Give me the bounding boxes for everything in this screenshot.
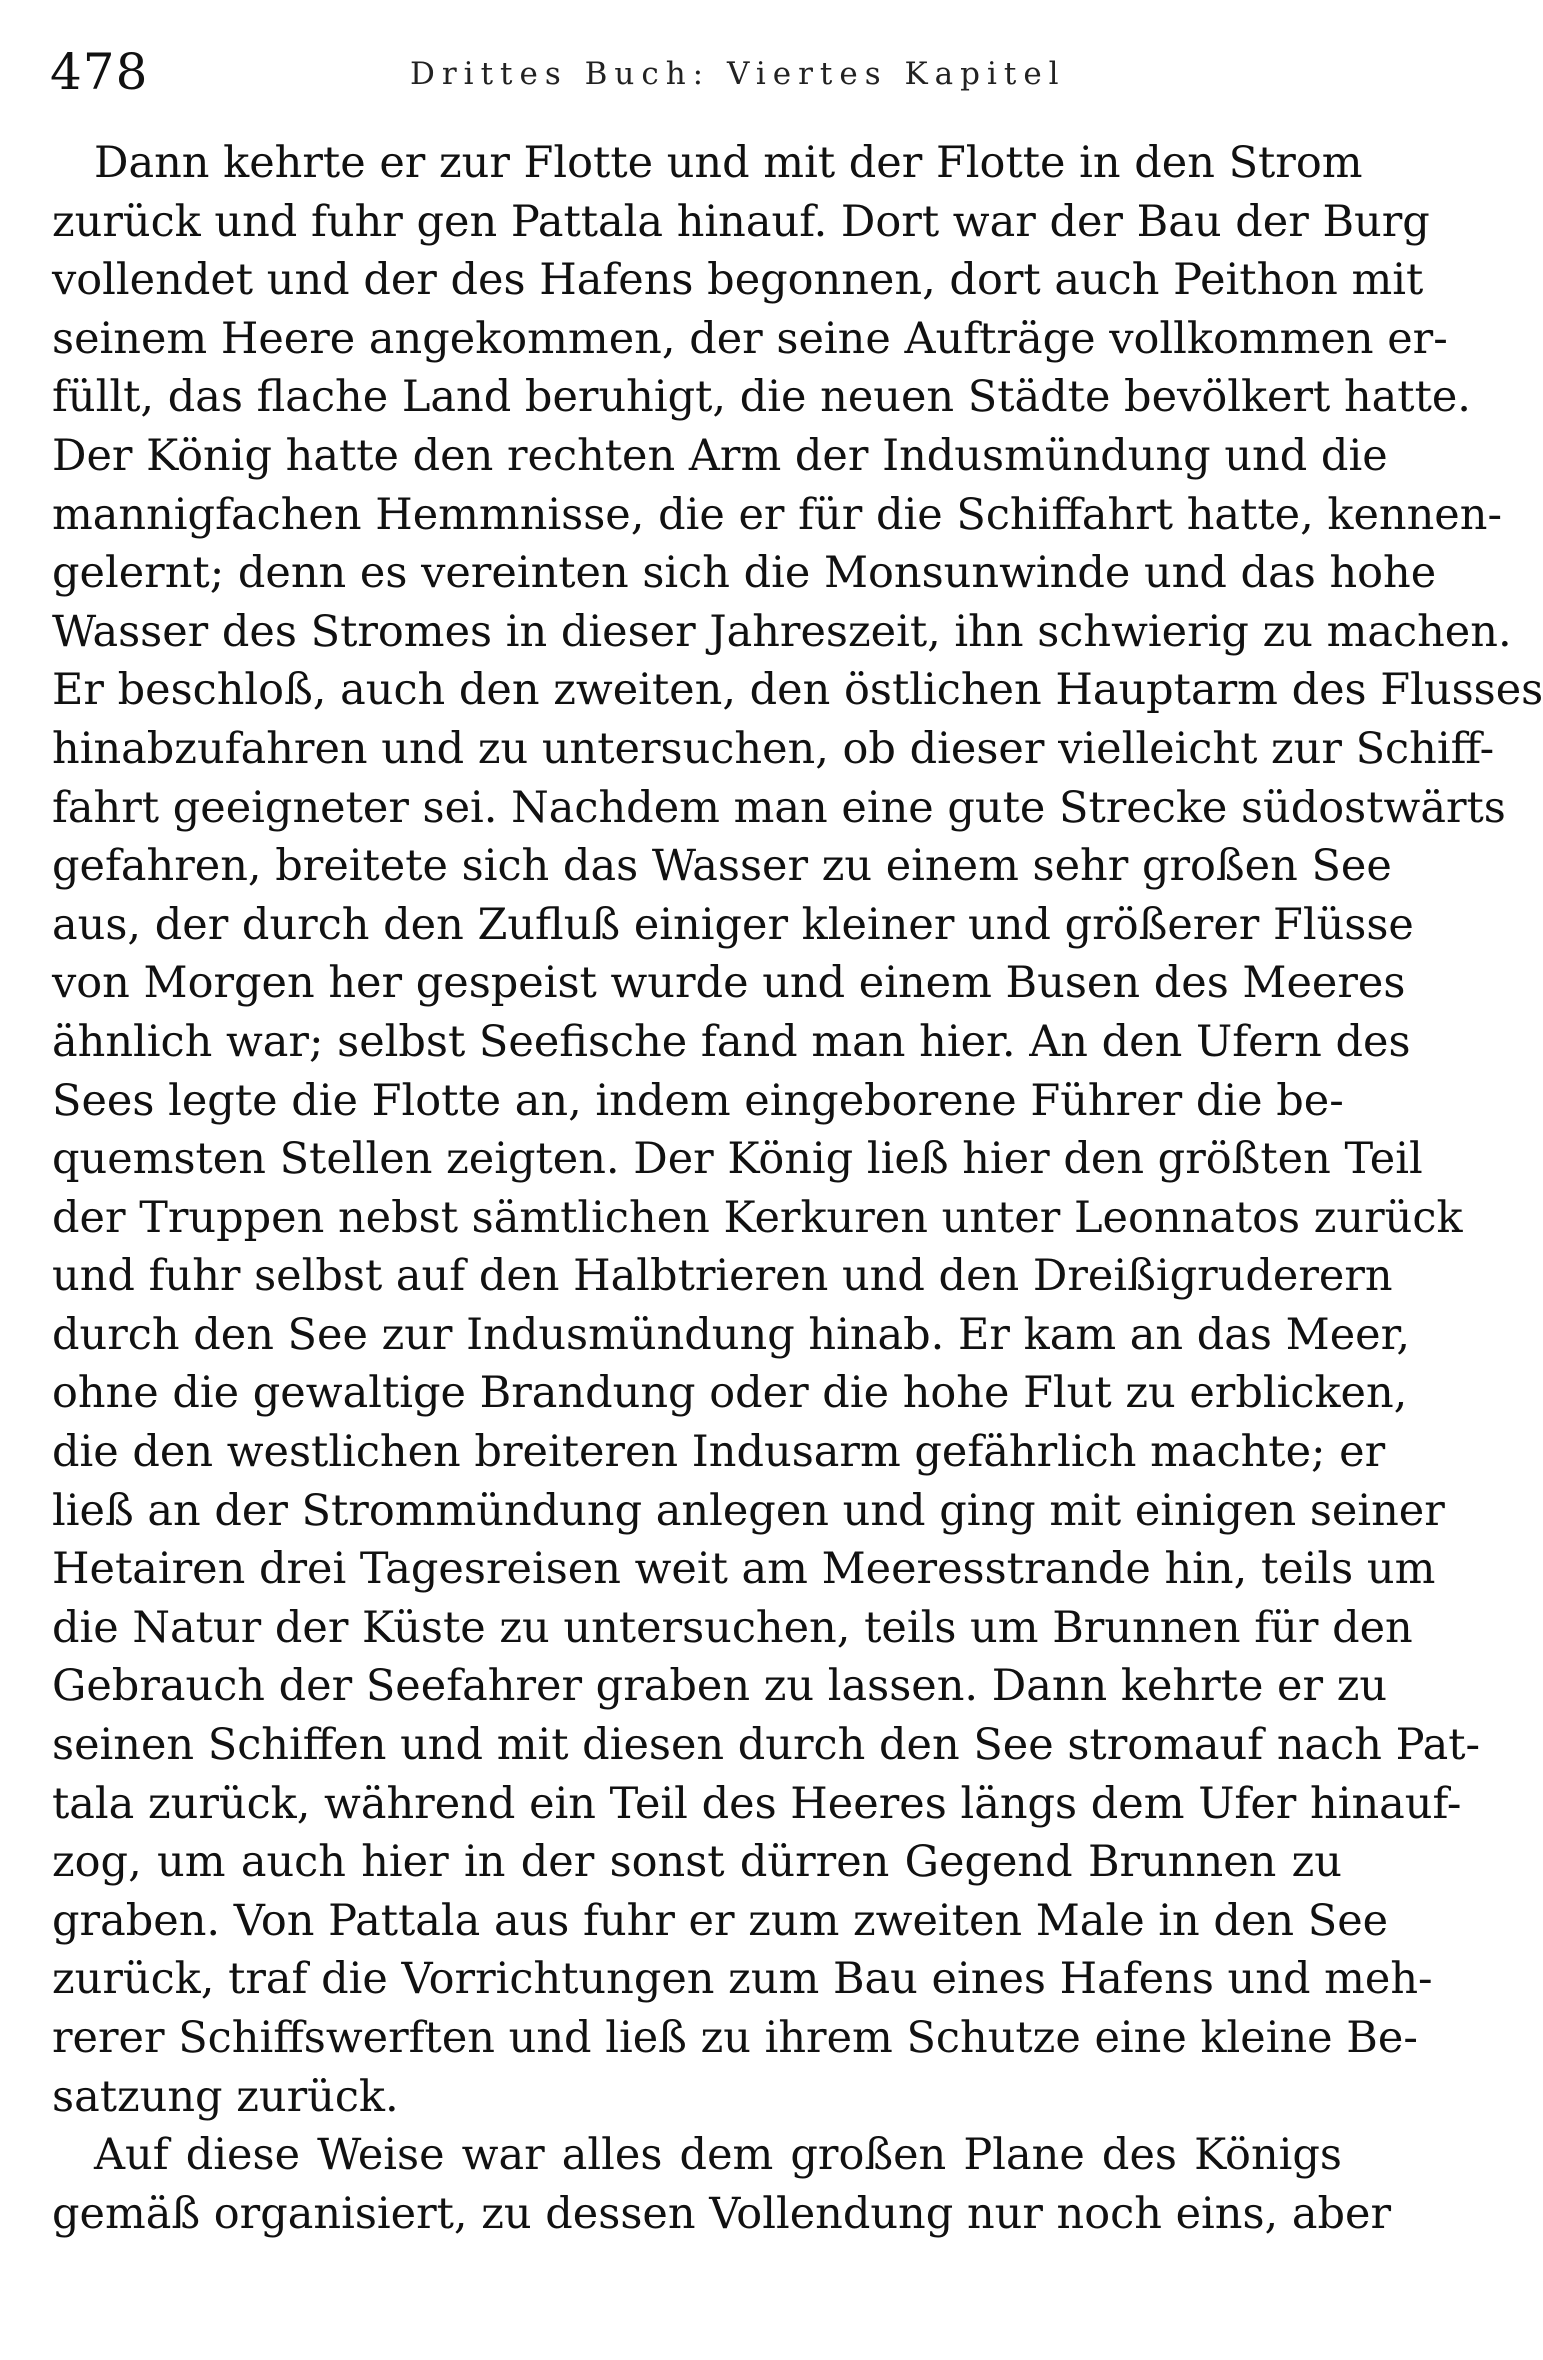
text-line: hinabzufahren und zu untersuchen, ob dieser vielleicht zur Schiff- bbox=[52, 723, 1495, 774]
text-line: füllt, das flache Land beruhigt, die neuen Städte bevölkert hatte. bbox=[52, 372, 1471, 423]
text-line: zog, um auch hier in der sonst dürren Gegend Brunnen zu bbox=[52, 1837, 1342, 1888]
text-line: Er beschloß, auch den zweiten, den östlichen Hauptarm des Flusses bbox=[52, 665, 1543, 716]
text-line: fahrt geeigneter sei. Nachdem man eine gute Strecke südostwärts bbox=[52, 782, 1506, 833]
text-line: Sees legte die Flotte an, indem eingeborene Führer die be- bbox=[52, 1075, 1344, 1126]
text-line: satzung zurück. bbox=[52, 2071, 399, 2122]
text-line: vollendet und der des Hafens begonnen, dort auch Peithon mit bbox=[52, 255, 1424, 306]
text-line: zurück, traf die Vorrichtungen zum Bau eines Hafens und meh- bbox=[52, 1954, 1433, 2005]
text-line: Wasser des Stromes in dieser Jahreszeit, ihn schwierig zu machen. bbox=[52, 606, 1512, 657]
text-line: Auf diese Weise war alles dem großen Plane des Königs bbox=[94, 2130, 1342, 2181]
text-line: aus, der durch den Zufluß einiger kleiner und größerer Flüsse bbox=[52, 899, 1414, 950]
text-line: die den westlichen breiteren Indusarm gefährlich machte; er bbox=[52, 1427, 1386, 1478]
text-line: Gebrauch der Seefahrer graben zu lassen. Dann kehrte er zu bbox=[52, 1661, 1388, 1712]
running-head: Drittes Buch: Viertes Kapitel bbox=[410, 56, 1066, 92]
text-line: ohne die gewaltige Brandung oder die hohe Flut zu erblicken, bbox=[52, 1368, 1408, 1419]
text-line: der Truppen nebst sämtlichen Kerkuren unter Leonnatos zurück bbox=[52, 1192, 1463, 1243]
text-line: quemsten Stellen zeigten. Der König ließ hier den größten Teil bbox=[52, 1134, 1423, 1185]
text-line: die Natur der Küste zu untersuchen, teils um Brunnen für den bbox=[52, 1602, 1413, 1653]
text-line: ähnlich war; selbst Seefische fand man hier. An den Ufern des bbox=[52, 1016, 1411, 1067]
text-line: gefahren, breitete sich das Wasser zu einem sehr großen See bbox=[52, 841, 1392, 892]
text-line: und fuhr selbst auf den Halbtrieren und den Dreißigruderern bbox=[52, 1251, 1393, 1302]
body-text bbox=[52, 134, 1543, 2243]
text-line: seinen Schiffen und mit diesen durch den See stromauf nach Pat- bbox=[52, 1720, 1481, 1771]
text-line: Dann kehrte er zur Flotte und mit der Flotte in den Strom bbox=[94, 138, 1363, 188]
text-line: ließ an der Strommündung anlegen und ging mit einigen seiner bbox=[52, 1485, 1445, 1536]
text-line: seinem Heere angekommen, der seine Aufträge vollkommen er- bbox=[52, 313, 1448, 364]
text-line: von Morgen her gespeist wurde und einem Busen des Meeres bbox=[52, 958, 1406, 1009]
text-line: graben. Von Pattala aus fuhr er zum zweiten Male in den See bbox=[52, 1895, 1389, 1946]
text-line: zurück und fuhr gen Pattala hinauf. Dort war der Bau der Burg bbox=[52, 196, 1430, 247]
text-line: rerer Schiffswerften und ließ zu ihrem Schutze eine kleine Be- bbox=[52, 2013, 1418, 2063]
page-number: 478 bbox=[50, 43, 149, 101]
text-line: Hetairen drei Tagesreisen weit am Meeresstrande hin, teils um bbox=[52, 1544, 1436, 1595]
text-line: mannigfachen Hemmnisse, die er für die Schiffahrt hatte, kennen- bbox=[52, 489, 1502, 540]
text-line: tala zurück, während ein Teil des Heeres längs dem Ufer hinauf- bbox=[52, 1778, 1462, 1829]
text-line: durch den See zur Indusmündung hinab. Er kam an das Meer, bbox=[52, 1309, 1411, 1360]
text-line: gemäß organisiert, zu dessen Vollendung nur noch eins, aber bbox=[52, 2188, 1392, 2239]
text-line: Der König hatte den rechten Arm der Indusmündung und die bbox=[52, 430, 1388, 481]
page-header bbox=[50, 34, 1330, 114]
text-line: gelernt; denn es vereinten sich die Monsunwinde und das hohe bbox=[52, 548, 1437, 599]
